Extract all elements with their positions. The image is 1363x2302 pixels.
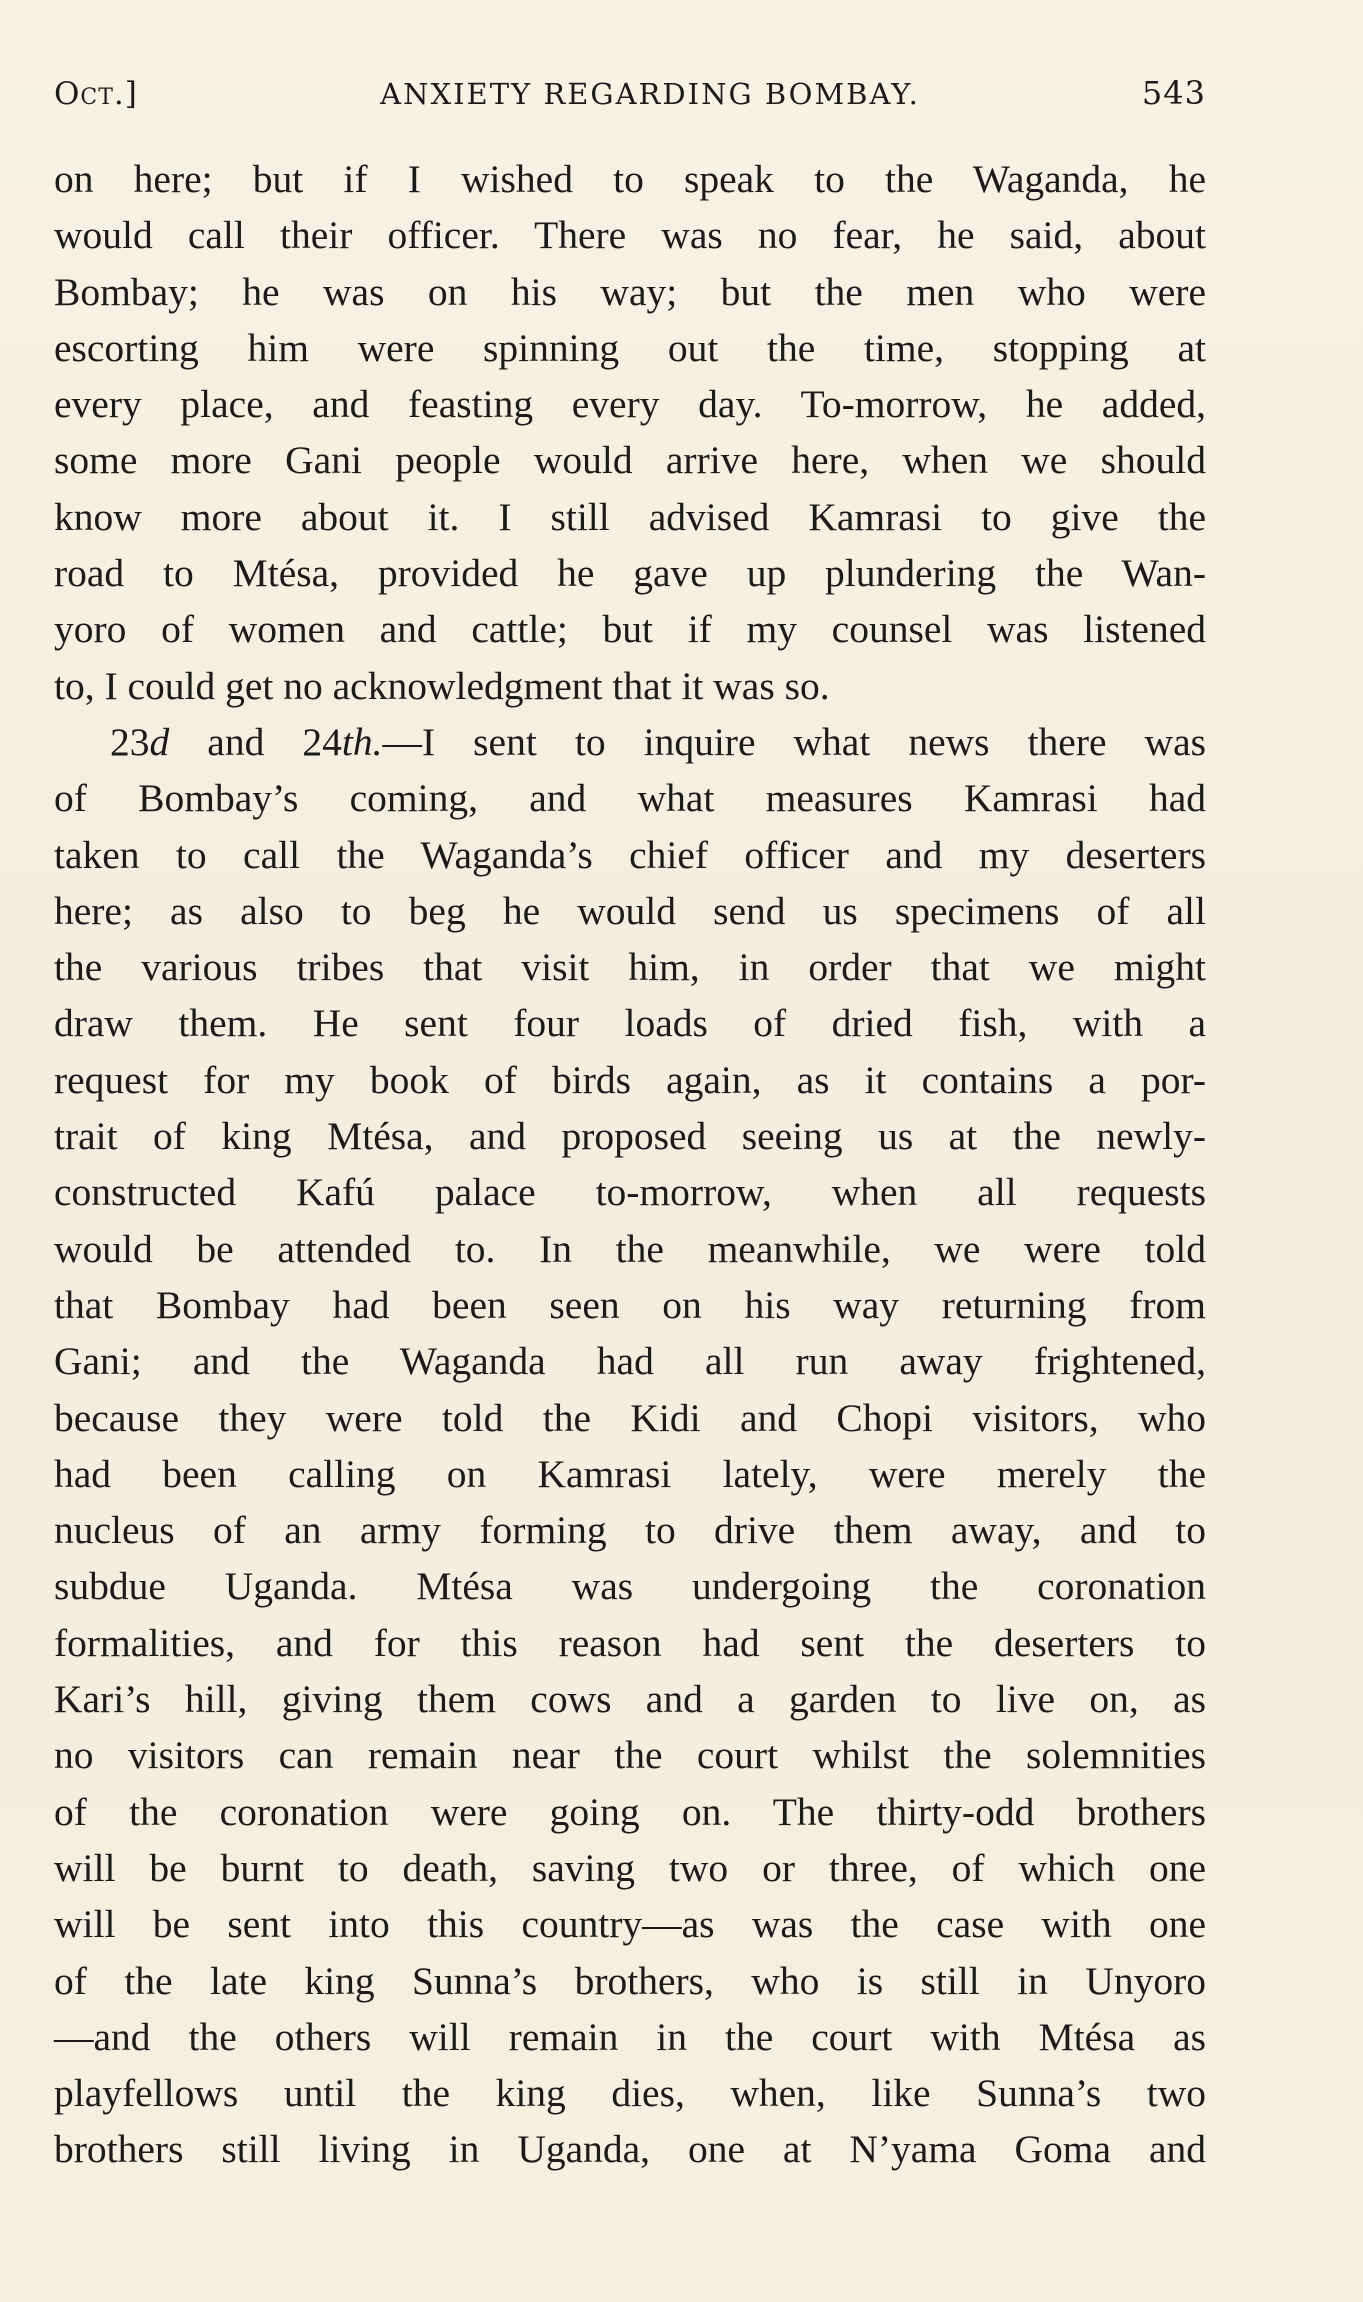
text-line: would be attended to. In the meanwhile, we were told	[54, 1226, 1206, 1271]
text-line: formalities, and for this reason had sent the deserters to	[54, 1620, 1206, 1665]
date-23-suffix: d	[149, 719, 170, 764]
text-line: had been calling on Kamrasi lately, were merely the	[54, 1451, 1206, 1496]
text-line: will be burnt to death, saving two or three, of which one	[54, 1845, 1206, 1890]
text-line: to, I could get no acknowledgment that it was so.	[54, 663, 830, 708]
text-line: know more about it. I still advised Kamrasi to give the	[54, 494, 1206, 539]
entry-text: —I sent to inquire what news there was	[382, 719, 1206, 764]
running-head-month: Oct.]	[54, 76, 138, 112]
text-line: of Bombay’s coming, and what measures Kamrasi had	[54, 776, 1206, 821]
date-23: 23	[110, 719, 150, 764]
date-and: and	[169, 719, 303, 764]
diary-entry-first-line	[54, 714, 1206, 770]
date-24: 24	[302, 719, 342, 764]
text-line: constructed Kafú palace to-morrow, when all requests	[54, 1170, 1206, 1215]
text-line: yoro of women and cattle; but if my counsel was listened	[54, 607, 1206, 652]
text-line: on here; but if I wished to speak to the Waganda, he	[54, 157, 1206, 201]
text-line: nucleus of an army forming to drive them away, and to	[54, 1508, 1206, 1553]
text-line: no visitors can remain near the court whilst the solemnities	[54, 1733, 1206, 1778]
text-line: escorting him were spinning out the time, stopping at	[54, 325, 1206, 370]
date-24-suffix: th.	[341, 719, 383, 764]
body-text	[54, 151, 1206, 2178]
text-line: trait of king Mtésa, and proposed seeing us at the newly-	[54, 1114, 1206, 1159]
text-line: —and the others will remain in the court with Mtésa as	[54, 2014, 1206, 2059]
text-line: the various tribes that visit him, in order that we might	[54, 945, 1206, 990]
text-line: that Bombay had been seen on his way returning from	[54, 1282, 1206, 1327]
page-number: 543	[1141, 74, 1206, 112]
text-line: will be sent into this country—as was the case with one	[54, 1902, 1206, 1947]
text-line: because they were told the Kidi and Chopi visitors, who	[54, 1395, 1206, 1440]
text-line: road to Mtésa, provided he gave up plundering the Wan-	[54, 551, 1206, 596]
text-line: request for my book of birds again, as it contains a por-	[54, 1057, 1206, 1102]
text-line: Bombay; he was on his way; but the men who were	[54, 269, 1206, 314]
running-head-title: ANXIETY REGARDING BOMBAY.	[380, 77, 920, 111]
text-line: playfellows until the king dies, when, like Sunna’s two	[54, 2071, 1206, 2116]
text-line: draw them. He sent four loads of dried fish, with a	[54, 1001, 1206, 1046]
text-line: brothers still living in Uganda, one at N’yama Goma and	[54, 2127, 1206, 2172]
text-line: of the coronation were going on. The thirty-odd brothers	[54, 1789, 1206, 1834]
running-head	[54, 63, 1206, 123]
text-line: would call their officer. There was no fear, he said, about	[54, 213, 1206, 258]
text-line: subdue Uganda. Mtésa was undergoing the coronation	[54, 1564, 1206, 1609]
text-line: here; as also to beg he would send us specimens of all	[54, 888, 1206, 933]
text-line: every place, and feasting every day. To-morrow, he added,	[54, 382, 1206, 427]
text-line: Kari’s hill, giving them cows and a garden to live on, as	[54, 1677, 1206, 1722]
text-line: of the late king Sunna’s brothers, who is still in Unyoro	[54, 1958, 1206, 2003]
text-line: taken to call the Waganda’s chief officer and my deserters	[54, 832, 1206, 877]
text-line: Gani; and the Waganda had all run away frightened,	[54, 1339, 1206, 1384]
text-line: some more Gani people would arrive here, when we should	[54, 438, 1206, 483]
